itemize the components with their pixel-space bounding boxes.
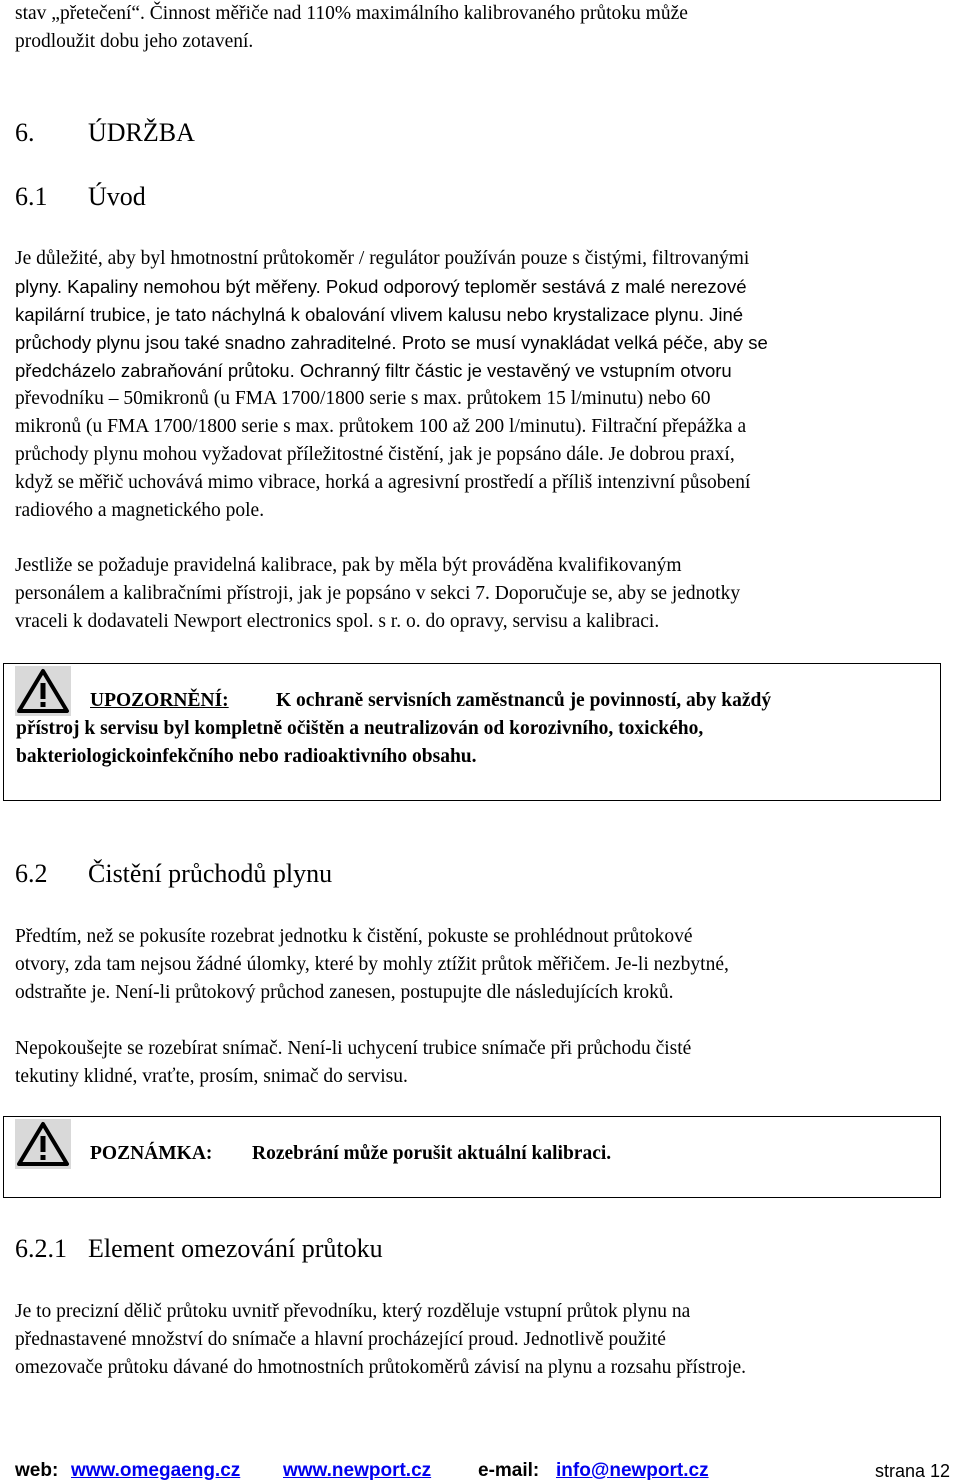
text-line: Jestliže se požaduje pravidelná kalibrace, pak by měla být prováděna kvalifikovaným [15, 555, 682, 576]
text-line: Předtím, než se pokusíte rozebrat jednotku k čistění, pokuste se prohlédnout průtokové [15, 926, 693, 947]
section-6-1-number: 6.1 [15, 182, 48, 211]
warning-label: UPOZORNĚNÍ: [90, 690, 229, 711]
text-line: plyny. Kapaliny nemohou být měřeny. Pokud odporový teploměr sestává z malé nerezové [15, 276, 747, 297]
intro-paragraph [15, 245, 950, 525]
text-line: radiového a magnetického pole. [15, 500, 265, 521]
warning-text-line3: bakteriologickoinfekčního nebo radioaktivního obsahu. [16, 746, 477, 767]
footer-email-link[interactable]: info@newport.cz [556, 1460, 709, 1481]
text-line: omezovače průtoku dávané do hmotnostních průtokoměrů závisí na plynu a rozsahu přístroje. [15, 1357, 747, 1378]
note-label: POZNÁMKA: [90, 1143, 213, 1164]
warning-triangle-icon [15, 666, 71, 716]
text-line: průchody plynu mohou vyžadovat příležitostné čistění, jak je popsáno dále. Je dobrou praxí, [15, 444, 735, 465]
text-line: převodníku – 50mikronů (u FMA 1700/1800 serie s max. průtokem 15 l/minutu) nebo 60 [15, 388, 711, 409]
warning-triangle-icon [15, 1119, 71, 1169]
text-line: když se měřič uchovává mimo vibrace, horká a agresivní prostředí a příliš intenzivní působení [15, 472, 751, 493]
section-6-2-1-number: 6.2.1 [15, 1234, 67, 1263]
footer-email-label: e-mail: [478, 1460, 540, 1481]
text-line: přednastavené množství do snímače a hlavní procházející proud. Jednotlivě použité [15, 1329, 666, 1350]
text-line: prodloužit dobu jeho zotavení. [15, 31, 254, 52]
element-paragraph [15, 1298, 950, 1382]
text-line: předcházelo zabraňování průtoku. Ochranný filtr částic je vestavěný ve vstupním otvoru [15, 360, 732, 381]
section-6-2-number: 6.2 [15, 859, 48, 888]
text-line: personálem a kalibračními přístroji, jak je popsáno v sekci 7. Doporučuje se, aby se jednotky [15, 583, 741, 604]
text-line: kapilární trubice, je tato náchylná k obalování vlivem kalusu nebo krystalizace plynu. Jiné [15, 304, 744, 325]
text-line: průchody plynu jsou také snadno zahraditelné. Proto se musí vynakládat velká péče, aby se [15, 332, 768, 353]
text-line: vraceli k dodavateli Newport electronics spol. s r. o. do opravy, servisu a kalibraci. [15, 611, 660, 632]
cleaning-paragraph-2 [15, 1035, 950, 1091]
top-paragraph [15, 0, 950, 56]
footer-link-omegaeng[interactable]: www.omegaeng.cz [71, 1460, 241, 1481]
calibration-paragraph [15, 552, 950, 636]
text-line: odstraňte je. Není-li průtokový průchod zanesen, postupujte dle následujících kroků. [15, 982, 674, 1003]
text-line: mikronů (u FMA 1700/1800 serie s max. průtokem 100 až 200 l/minutu). Filtrační přepážka a [15, 416, 747, 437]
cleaning-paragraph-1 [15, 923, 950, 1007]
section-6-title: ÚDRŽBA [88, 118, 195, 147]
note-box [3, 1116, 941, 1198]
text-line: Je důležité, aby byl hmotnostní průtokoměr / regulátor používán pouze s čistými, filtrovanými [15, 248, 750, 269]
footer-link-newport[interactable]: www.newport.cz [283, 1460, 432, 1481]
warning-text-line2: přístroj k servisu byl kompletně očištěn a neutralizován od korozivního, toxického, [16, 718, 704, 739]
text-line: otvory, zda tam nejsou žádné úlomky, které by mohly ztížit průtok měřičem. Je-li nezbytné, [15, 954, 729, 975]
footer-page-number: strana 12 [875, 1461, 951, 1481]
section-6-2-1-title: Element omezování průtoku [88, 1234, 383, 1263]
text-line: stav „přetečení“. Činnost měřiče nad 110% maximálního kalibrovaného průtoku může [15, 3, 688, 24]
text-line: Je to precizní dělič průtoku uvnitř převodníku, který rozděluje vstupní průtok plynu na [15, 1301, 691, 1322]
note-text: Rozebrání může porušit aktuální kalibraci. [252, 1143, 612, 1164]
footer-web-label: web: [15, 1460, 59, 1481]
section-6-2-title: Čistění průchodů plynu [88, 859, 333, 888]
warning-box [3, 663, 941, 801]
text-line: Nepokoušejte se rozebírat snímač. Není-li uchycení trubice snímače při průchodu čisté [15, 1038, 692, 1059]
section-6-1-title: Úvod [88, 182, 146, 211]
warning-text-line1: K ochraně servisních zaměstnanců je povinností, aby každý [276, 690, 772, 711]
text-line: tekutiny klidné, vraťte, prosím, snimač do servisu. [15, 1066, 408, 1087]
section-6-number: 6. [15, 118, 35, 147]
